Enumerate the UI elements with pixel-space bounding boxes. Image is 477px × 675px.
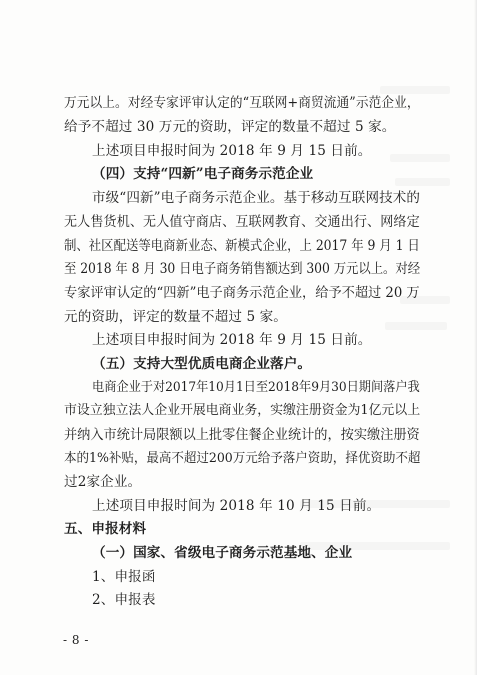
body-text-line: 至 2018 年 8 月 30 日电子商务销售额达到 300 万元以上。对经 (64, 261, 421, 277)
body-text-line: 制、社区配送等电商新业态、新模式企业，上 2017 年 9 月 1 日 (64, 238, 420, 254)
body-text-line: 专家评审认定的“四新”电子商务示范企业，给予不超过 20 万 (64, 285, 420, 301)
body-text-line: 无人售货机、无人值守商店、互联网教育、交通出行、网络定 (64, 214, 420, 230)
section-heading-4: （四）支持“四新”电子商务示范企业 (92, 166, 314, 182)
body-text-line: 上述项目申报时间为 2018 年 9 月 15 日前。 (92, 143, 372, 159)
bleed-through-mark (380, 86, 450, 94)
body-text-line: 电商企业于对2017年10月1日至2018年9月30日期间落户我 (92, 380, 420, 395)
section-heading-5: （五）支持大型优质电商企业落户。 (92, 356, 312, 372)
list-item: 2、申报表 (92, 592, 156, 608)
page-number: - 8 - (63, 633, 89, 647)
body-text-line: 上述项目申报时间为 2018 年 10 月 15 日前。 (92, 498, 381, 514)
body-text-line: 元的资助，评定的数量不超过 5 家。 (64, 309, 287, 325)
bleed-through-mark (385, 322, 447, 330)
body-text-line: 过2家企业。 (64, 474, 142, 490)
body-text-line: 本的1%补贴，最高不超过200万元给予落户资助，择优资助不超 (64, 451, 421, 466)
list-item: 1、申报函 (92, 569, 156, 585)
body-text-line: 市级“四新”电子商务示范企业。基于移动互联网技术的 (92, 190, 421, 206)
subsection-heading: （一）国家、省级电子商务示范基地、企业 (92, 545, 353, 561)
section-heading-materials: 五、申报材料 (64, 521, 147, 537)
bleed-through-mark (395, 178, 450, 186)
body-text-line: 市设立独立法人企业开展电商业务，实缴注册资金为1亿元以上 (64, 403, 421, 418)
body-text-line: 给予不超过 30 万元的资助，评定的数量不超过 5 家。 (64, 119, 396, 135)
body-text-line: 万元以上。对经专家评审认定的“互联网+商贸流通”示范企业， (64, 95, 420, 111)
body-text-line: 并纳入市统计局限额以上批零住餐企业统计的，按实缴注册资 (64, 427, 420, 443)
body-text-line: 上述项目申报时间为 2018 年 9 月 15 日前。 (92, 332, 372, 348)
bleed-through-mark (390, 154, 450, 162)
